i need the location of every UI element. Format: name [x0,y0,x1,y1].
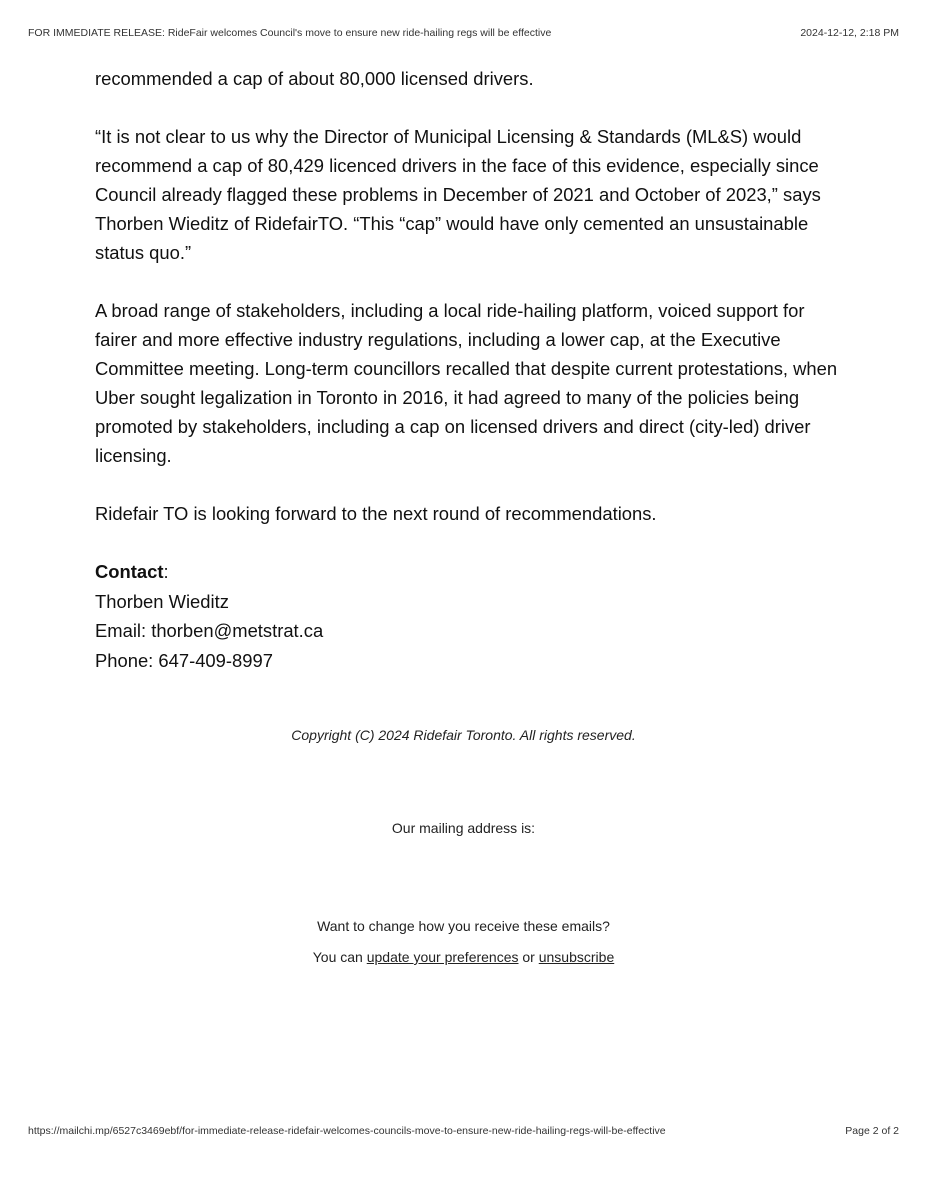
print-footer [28,1125,899,1137]
press-release-body [95,64,840,675]
mailing-address-label: Our mailing address is: [391,820,536,836]
contact-block [95,557,840,675]
print-footer-url: https://mailchi.mp/6527c3469ebf/for-immediate-release-ridefair-welcomes-councils-move-to-ensure-new-ride-hailing-regs-will-be-effective [28,1125,666,1137]
paragraph-next-round: Ridefair TO is looking forward to the next round of recommendations. [95,503,657,524]
contact-email: Email: thorben@metstrat.ca [95,620,324,641]
paragraph-stakeholders: A broad range of stakeholders, including a local ride-hailing platform, voiced support for fairer and more effective industry regulations, including a lower cap, at the Executive Committee meeting. Long-term councillors recalled that despite current protestations, when Uber sought legalization in Toronto in 2016, it had agreed to many of the policies being promoted by stakeholders, including a cap on licensed drivers and direct (city-led) driver licensing. [95,300,838,466]
contact-colon: : [163,561,169,582]
contact-phone: Phone: 647-409-8997 [95,649,273,671]
copyright-notice: Copyright (C) 2024 Ridefair Toronto. All rights reserved. [291,727,636,743]
print-footer-page: Page 2 of 2 [845,1125,899,1137]
print-header [28,27,899,39]
contact-name: Thorben Wieditz [95,590,229,612]
contact-label: Contact [95,561,164,582]
print-header-datetime: 2024-12-12, 2:18 PM [800,27,899,39]
paragraph-quote: “It is not clear to us why the Director of Municipal Licensing & Standards (ML&S) would recommend a cap of 80,429 licenced drivers in the face of this evidence, especially since Council already flagged these problems in December of 2021 and October of 2023,” says Thorben Wieditz of RidefairTO. “This “cap” would have only cemented an unsustainable status quo.” [95,126,821,263]
or-text: or [518,949,539,965]
you-can-text: You can [312,949,367,965]
unsubscribe-link[interactable]: unsubscribe [538,949,615,965]
email-preferences [0,911,927,973]
paragraph-cap-recommendation: recommended a cap of about 80,000 licensed drivers. [95,68,534,89]
change-prompt: Want to change how you receive these emails? [317,918,610,934]
print-header-title: FOR IMMEDIATE RELEASE: RideFair welcomes Council's move to ensure new ride-hailing regs will be effective [28,27,552,39]
contact-heading [95,557,840,587]
preferences-line [0,942,927,973]
update-preferences-link[interactable]: update your preferences [366,949,519,965]
